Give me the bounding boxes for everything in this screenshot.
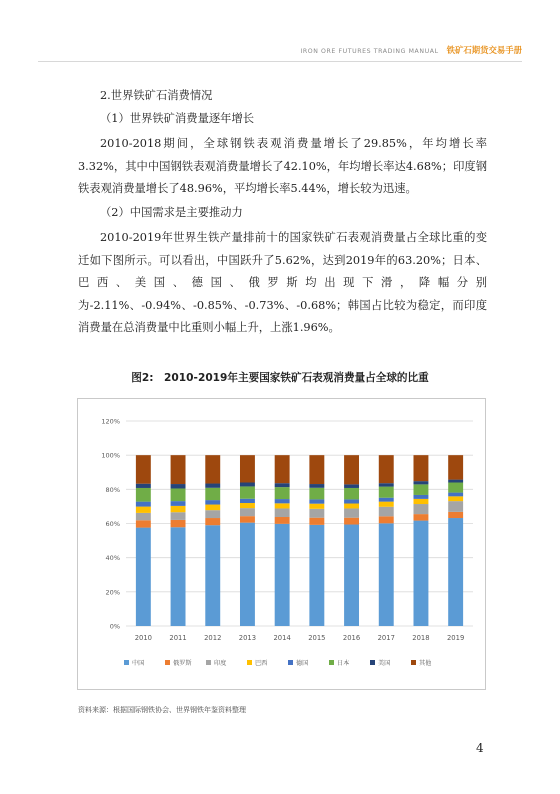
bar-segment	[136, 484, 151, 488]
bar-segment	[379, 523, 394, 626]
bar-segment	[309, 518, 324, 525]
x-tick-label: 2013	[238, 634, 257, 642]
bar-segment	[240, 483, 255, 487]
bar-segment	[413, 504, 428, 514]
bar-segment	[344, 455, 359, 484]
bar-segment	[171, 484, 186, 488]
bar-segment	[136, 528, 151, 626]
bar-segment	[275, 487, 290, 499]
source-note: 资料来源：根据国际钢铁协会、世界钢铁年鉴资料整理	[78, 706, 246, 714]
bar-segment	[344, 488, 359, 499]
legend-swatch	[124, 660, 129, 665]
x-tick-label: 2014	[273, 634, 291, 642]
bar-segment	[413, 514, 428, 520]
figure-title: 图2: 2010-2019年主要国家铁矿石表观消费量占全球的比重	[131, 372, 429, 384]
y-tick-label: 0%	[109, 622, 120, 631]
y-tick-label: 40%	[105, 554, 120, 563]
bar-segment	[448, 493, 463, 497]
legend-label: 美国	[378, 660, 391, 667]
bar-segment	[240, 516, 255, 522]
header-english-title: IRON ORE FUTURES TRADING MANUAL	[300, 48, 439, 55]
header-divider	[38, 61, 522, 62]
paragraph-1	[78, 133, 487, 201]
page-header	[300, 44, 522, 56]
bar-segment	[344, 484, 359, 488]
bar-segment	[171, 512, 186, 520]
bar-segment	[413, 481, 428, 484]
bar-segment	[379, 498, 394, 502]
subsection-title-1: （1）世界铁矿消费量逐年增长	[100, 112, 255, 125]
x-tick-label: 2012	[204, 634, 222, 642]
bar-segment	[379, 487, 394, 498]
bar-segment	[344, 518, 359, 525]
bar-segment	[136, 513, 151, 520]
legend-label: 巴西	[255, 660, 268, 667]
bar-segment	[379, 516, 394, 523]
bar-segment	[309, 509, 324, 518]
paragraph-1-text: 2010-2018期间，全球钢铁表观消费量增长了29.85%，年均增长率3.32%，其中中国钢铁表观消费量增长了42.10%，年均增长率达4.68%；印度钢铁表观消费量增长了48.96%，平均增长率5.44%，增长较为迅速。	[78, 137, 487, 195]
legend-label: 印度	[214, 660, 227, 667]
bar-segment	[240, 486, 255, 498]
legend-label: 德国	[296, 660, 309, 667]
bar-segment	[171, 488, 186, 501]
bar-segment	[275, 499, 290, 503]
legend-label: 其他	[419, 660, 432, 667]
bar-segment	[309, 488, 324, 500]
bar-segment	[275, 524, 290, 626]
bar-segment	[448, 455, 463, 479]
legend-swatch	[329, 660, 334, 665]
y-tick-label: 60%	[105, 520, 120, 528]
bar-segment	[240, 503, 255, 508]
legend-swatch	[247, 660, 252, 665]
bar-segment	[205, 510, 220, 518]
bar-segment	[379, 507, 394, 517]
bar-segment	[171, 501, 186, 506]
bar-segment	[309, 484, 324, 488]
bar-segment	[171, 506, 186, 512]
bar-segment	[448, 480, 463, 483]
stacked-bar-chart	[78, 399, 485, 689]
x-tick-label: 2010	[134, 634, 153, 642]
bar-segment	[309, 455, 324, 484]
x-tick-label: 2015	[308, 634, 326, 642]
x-tick-label: 2019	[446, 634, 465, 642]
section-title: 2.世界铁矿石消费情况	[100, 89, 213, 102]
bar-segment	[448, 501, 463, 512]
subsection-title-2: （2）中国需求是主要推动力	[100, 206, 243, 219]
bar-segment	[136, 520, 151, 527]
bar-segment	[413, 484, 428, 495]
legend-label: 日本	[337, 660, 350, 667]
bar-segment	[205, 500, 220, 504]
bar-segment	[205, 505, 220, 511]
bar-segment	[379, 502, 394, 507]
bar-segment	[448, 483, 463, 493]
bar-segment	[171, 455, 186, 484]
bar-segment	[205, 488, 220, 500]
bar-segment	[309, 504, 324, 509]
y-tick-label: 80%	[105, 485, 120, 494]
x-tick-label: 2017	[377, 634, 395, 642]
bar-segment	[448, 496, 463, 501]
y-tick-label: 100%	[101, 451, 120, 460]
bar-segment	[379, 455, 394, 483]
legend-swatch	[370, 660, 375, 665]
bar-segment	[205, 525, 220, 626]
bar-segment	[205, 518, 220, 525]
bar-segment	[344, 504, 359, 509]
bar-segment	[379, 483, 394, 486]
legend-swatch	[206, 660, 211, 665]
bar-segment	[136, 488, 151, 502]
bar-segment	[275, 503, 290, 508]
bar-segment	[240, 523, 255, 626]
bar-segment	[171, 527, 186, 626]
bar-segment	[413, 495, 428, 499]
y-tick-label: 20%	[105, 588, 120, 597]
bar-segment	[413, 455, 428, 481]
bar-segment	[309, 499, 324, 503]
bar-segment	[240, 455, 255, 482]
bar-segment	[136, 455, 151, 484]
x-tick-label: 2016	[342, 634, 361, 642]
legend-swatch	[165, 660, 170, 665]
bar-segment	[240, 499, 255, 503]
bar-segment	[344, 499, 359, 503]
chart-frame	[77, 398, 486, 690]
y-tick-label: 120%	[101, 417, 120, 426]
header-chinese-title: 铁矿石期货交易手册	[446, 45, 522, 55]
bar-segment	[448, 512, 463, 518]
bar-segment	[344, 508, 359, 517]
bar-segment	[275, 517, 290, 524]
legend-swatch	[288, 660, 293, 665]
legend-swatch	[411, 660, 416, 665]
bar-segment	[240, 508, 255, 516]
bar-segment	[205, 455, 220, 483]
bar-segment	[275, 455, 290, 483]
bar-segment	[275, 508, 290, 517]
legend-label: 中国	[132, 660, 145, 667]
x-tick-label: 2018	[412, 634, 430, 642]
bar-segment	[448, 518, 463, 626]
bar-segment	[136, 502, 151, 507]
bar-segment	[309, 525, 324, 626]
bar-segment	[171, 520, 186, 527]
bar-segment	[205, 484, 220, 488]
paragraph-2	[78, 227, 487, 340]
x-tick-label: 2011	[169, 634, 187, 642]
paragraph-2-text: 2010-2019年世界生铁产量排前十的国家铁矿石表观消费量占全球比重的变迁如下图所示。可以看出，中国跃升了5.62%，达到2019年的63.20%；日本、巴西、美国、德国、俄罗斯均出现下滑，降幅分别为-2.11%、-0.94%、-0.85%、-0.73%、-0.68%；韩国占比较为稳定，而印度消费量在总消费量中比重则小幅上升，上涨1.96%。	[78, 231, 487, 334]
bar-segment	[413, 499, 428, 504]
bar-segment	[275, 483, 290, 487]
page-number: 4	[476, 741, 484, 755]
bar-segment	[344, 525, 359, 626]
legend-label: 俄罗斯	[173, 660, 192, 667]
bar-segment	[136, 507, 151, 513]
bar-segment	[413, 521, 428, 626]
